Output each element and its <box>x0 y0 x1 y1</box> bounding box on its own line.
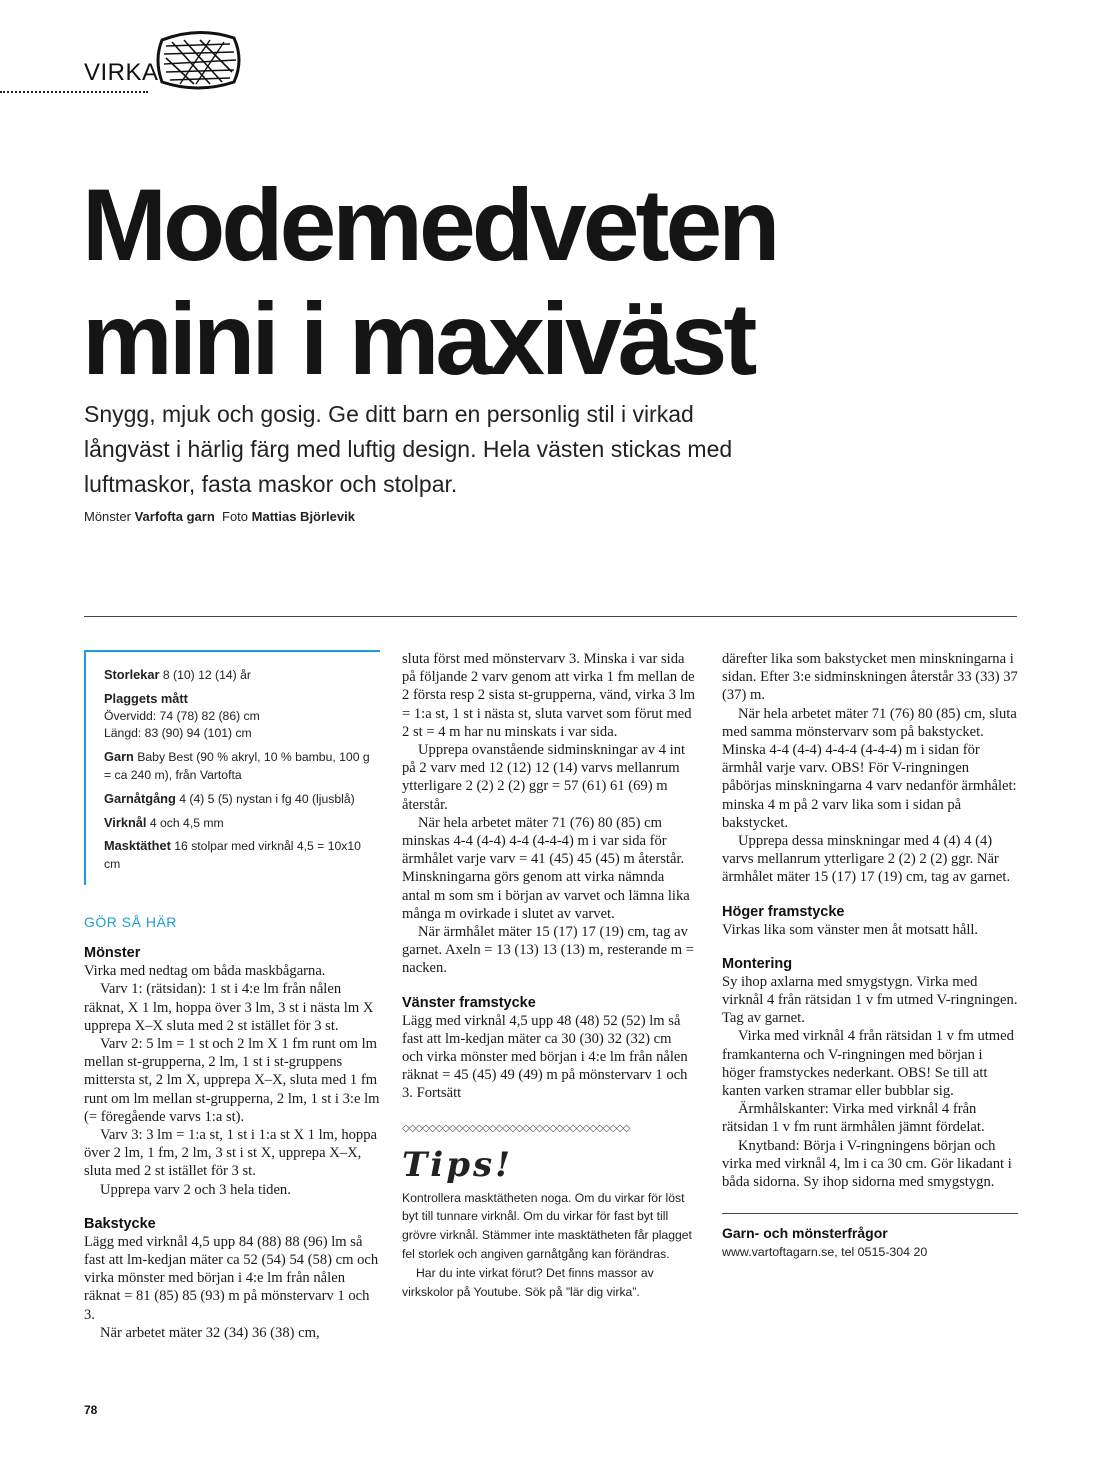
pattern-credit-label: Mönster <box>84 509 131 524</box>
back-paragraph: När arbetet mäter 32 (34) 36 (38) cm, <box>100 1324 320 1341</box>
assembly-paragraph: Sy ihop axlarna med smygstygn. Virka med virknål 4 från rätsidan 1 v fm utmed V-ringningen. Tag av garnet. <box>722 973 1018 1027</box>
sizes-label: Storlekar <box>104 667 160 682</box>
hook-row <box>104 814 380 833</box>
back-paragraph: Lägg med virknål 4,5 upp 84 (88) 88 (96) lm så fast att lm-kedjan mäter ca 52 (54) 54 (58) cm och virka mönster med början i 4:e lm från nålen räknat = 81 (85) 85 (93) m på mönstervarv 1 och 3. <box>84 1233 379 1323</box>
section-label: VIRKA <box>84 59 159 86</box>
pattern-paragraph: Varv 2: 5 lm = 1 st och 2 lm X 1 fm runt om lm mellan st-grupperna, 2 lm, 1 st i st-gruppens mittersta st, 2 lm X, upprepa X–X, sluta med 1 fm runt om lm mellan st-grupperna, 2 lm, 1 st i 3:e lm (= föregående varvs 1:a st). <box>84 1035 380 1125</box>
pattern-paragraph: Virka med nedtag om båda maskbågarna. <box>84 963 326 980</box>
right-front-paragraph: Virkas lika som vänster men åt motsatt håll. <box>722 921 979 938</box>
contact-line: www.vartoftagarn.se, tel 0515-304 20 <box>722 1245 928 1260</box>
measurements-length: Längd: 83 (90) 94 (101) cm <box>104 726 252 741</box>
pattern-paragraph: Varv 3: 3 lm = 1:a st, 1 st i 1:a st X 1 lm, hoppa över 2 lm, 1 fm, 2 lm, 3 st i st X, upprepa X–X, sluta med 2 st istället för 3 st. <box>84 1127 377 1180</box>
title-line-2: mini i maxiväst <box>82 282 754 396</box>
assembly-heading: Montering <box>722 955 793 972</box>
page-title <box>82 168 1042 396</box>
tips-paragraph: Kontrollera masktätheten noga. Om du virkar för löst byt till tunnare virknål. Om du virkar för fast byt till grövre virknål. Stämmer inte masktätheten får plagget fel storlek och angiven garnåtgång kan förändras. <box>402 1190 692 1262</box>
yarn-ball-icon <box>150 24 246 96</box>
left-front-paragraph: Upprepa dessa minskningar med 4 (4) 4 (4) varvs mellanrum ytterligare 2 (2) 2 (2) ggr. När ärmhålet mäter 15 (17) 17 (19) cm, tag av garnet. <box>722 833 1011 886</box>
pattern-paragraph: Upprepa varv 2 och 3 hela tiden. <box>100 1181 291 1198</box>
photo-credit-label: Foto <box>222 509 249 524</box>
column-3 <box>722 650 1018 1262</box>
back-heading: Bakstycke <box>84 1215 156 1232</box>
gauge-label: Masktäthet <box>104 838 171 854</box>
assembly-paragraph: Virka med virknål 4 från rätsidan 1 v fm utmed framkanterna och V-ringningen med början i höger framstyckes nederkant. OBS! Se till att kanten varken stramar eller bubblar sig. <box>722 1028 1014 1100</box>
measurements-chest: Övervidd: 74 (78) 82 (86) cm <box>104 708 260 723</box>
yarn-value: Baby Best (90 % akryl, 10 % bambu, 100 g = ca 240 m), från Vartofta <box>104 750 370 782</box>
photo-credit-value: Mattias Björlevik <box>251 509 355 524</box>
assembly-paragraph: Ärmhålskanter: Virka med virknål 4 från rätsidan 1 v fm runt ärmhålen jämnt fördelat. <box>722 1101 985 1136</box>
hook-value: 4 och 4,5 mm <box>149 815 224 830</box>
pattern-paragraph: Varv 1: (rätsidan): 1 st i 4:e lm från nålen räknat, X 1 lm, hoppa över 3 lm, 3 st i nästa lm X upprepa X–X sluta med 2 st istället för 3 st. <box>84 981 374 1034</box>
tips-separator: ◇◇◇◇◇◇◇◇◇◇◇◇◇◇◇◇◇◇◇◇◇◇◇◇◇◇◇◇◇◇◇◇◇◇ <box>402 1122 630 1134</box>
yarn-row <box>104 748 380 785</box>
back-paragraph: När hela arbetet mäter 71 (76) 80 (85) cm minskas 4-4 (4-4) 4-4 (4-4-4) m i var sida för ärmhålet varje varv = 41 (45) 45 (45) m återstår. Minskningarna görs genom att virka nämnda antal m som sm i början av varvet och lämna lika många m ovirkade i slutet av varvet. <box>402 814 690 922</box>
measurements-label: Plaggets mått <box>104 690 188 706</box>
page-number: 78 <box>84 1403 98 1417</box>
hook-label: Virknål <box>104 814 147 830</box>
column-2 <box>402 650 696 1301</box>
back-paragraph: Upprepa ovanstående sidminskningar av 4 int på 2 varv med 12 (12) 12 (14) varvs mellanrum ytterligare 2 (2) 2 (2) ggr = 57 (61) 61 (69) m återstår. <box>402 742 686 813</box>
left-front-paragraph: När hela arbetet mäter 71 (76) 80 (85) cm, sluta med samma mönstervarv som på bakstycket. Minska 4-4 (4-4) 4-4-4 (4-4-4) m i sidan för ärmhål varje varv. OBS! För V-ringningen påbörjas minskningarna 4 varv nedanför ärmhålet: minska 4 m på 2 varv lika som i sidan på bakstycket. <box>722 705 1017 831</box>
back-paragraph: När ärmhålet mäter 15 (17) 17 (19) cm, tag av garnet. Axeln = 13 (13) 13 (13) m, resterande m = nacken. <box>402 924 695 977</box>
contact-box <box>722 1213 1018 1262</box>
yarn-amount-label: Garnåtgång <box>104 790 176 806</box>
back-paragraph: sluta först med mönstervarv 3. Minska i var sida på följande 2 varv genom att virka 1 fm mellan de 2 första resp 2 sista st-grupperna, vänd, virka 3 lm = 1:a st, 1 st i nästa st, sluta varvet som förut med 2 st = 4 m har nu minskats i var sida. <box>402 651 696 740</box>
credits <box>84 509 355 524</box>
header-divider <box>84 616 1017 617</box>
contact-heading: Garn- och mönsterfrågor <box>722 1225 888 1242</box>
measurements-row <box>104 690 380 743</box>
tips-title: Tips! <box>402 1144 514 1185</box>
gauge-row <box>104 837 380 874</box>
tips-box <box>402 1189 696 1302</box>
yarn-amount-value: 4 (4) 5 (5) nystan i fg 40 (ljusblå) <box>179 791 355 806</box>
column-1 <box>84 650 380 1342</box>
title-line-1: Modemedveten <box>82 168 777 282</box>
materials-infobox <box>84 650 380 885</box>
right-front-heading: Höger framstycke <box>722 903 845 920</box>
pattern-heading: Mönster <box>84 945 141 962</box>
left-front-heading: Vänster framstycke <box>402 994 536 1011</box>
pattern-credit-value: Varfofta garn <box>134 509 215 524</box>
section-rule <box>0 91 148 93</box>
assembly-paragraph: Knytband: Börja i V-ringningens början och virka med virknål 4, lm i ca 30 cm. Gör likadant i båda sidorna. Sy ihop sidorna med smygstygn. <box>722 1137 1012 1191</box>
gauge-value: 16 stolpar med virknål 4,5 = 10x10 cm <box>104 839 361 872</box>
lede-paragraph: Snygg, mjuk och gosig. Ge ditt barn en personlig stil i virkad långväst i härlig färg med luftig design. Hela västen stickas med luftmaskor, fasta maskor och stolpar. <box>84 401 733 497</box>
sizes-row <box>104 666 380 685</box>
yarn-label: Garn <box>104 749 134 765</box>
yarn-amount-row <box>104 790 380 809</box>
left-front-paragraph: därefter lika som bakstycket men minskningarna i sidan. Efter 3:e sidminskningen återstår 33 (33) 37 (37) m. <box>722 651 1018 704</box>
howto-heading: GÖR SÅ HÄR <box>84 913 177 930</box>
tips-paragraph: Har du inte virkat förut? Det finns massor av virkskolor på Youtube. Sök på ”lär dig virka”. <box>402 1265 654 1299</box>
sizes-value: 8 (10) 12 (14) år <box>162 668 251 682</box>
left-front-paragraph: Lägg med virknål 4,5 upp 48 (48) 52 (52) lm så fast att lm-kedjan mäter ca 30 (30) 32 (32) cm och virka mönster med början i 4:e lm från nålen räknat = 45 (45) 49 (49) m på mönstervarv 1 och 3. Fortsätt <box>402 1012 688 1102</box>
